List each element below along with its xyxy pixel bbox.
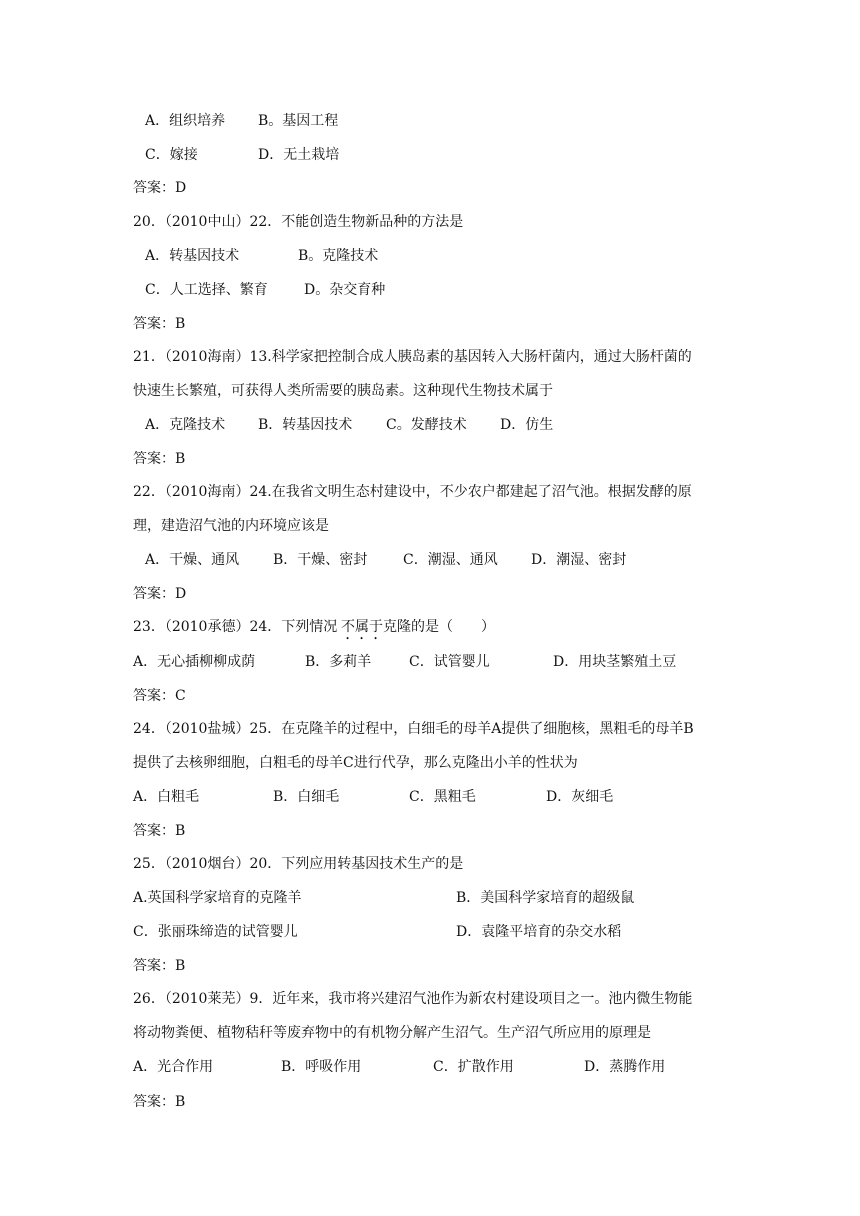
q25-options-row1-text-1: B．美国科学家培育的超级鼠 bbox=[456, 890, 635, 906]
q20-answer-text-0: 答案：B bbox=[133, 316, 186, 332]
q22-options-text-3: D．潮湿、密封 bbox=[531, 552, 627, 568]
q21-stem-line1-text-0: 21．（2010海南）13.科学家把控制合成人胰岛素的基因转入大肠杆菌内，通过大肠杆菌的 bbox=[133, 349, 692, 365]
q26-stem-line1-text-0: 26．（2010莱芜）9．近年来，我市将兴建沼气池作为新农村建设项目之一。池内微生物能 bbox=[133, 991, 693, 1007]
q20-options-row2-text-1: D。杂交育种 bbox=[304, 282, 386, 298]
q26-options-text-0: A．光合作用 bbox=[133, 1059, 214, 1075]
q24-options-text-3: D．灰细毛 bbox=[546, 789, 614, 805]
q21-options-text-1: B．转基因技术 bbox=[258, 417, 353, 433]
q21-stem-line2-text-0: 快速生长繁殖，可获得人类所需要的胰岛素。这种现代生物技术属于 bbox=[133, 383, 553, 399]
q19-answer-text-0: 答案：D bbox=[133, 180, 187, 196]
q23-options-text-0: A．无心插柳柳成荫 bbox=[133, 654, 256, 670]
q19-options-row2-text-1: D．无土栽培 bbox=[258, 147, 340, 163]
q24-options-text-2: C．黑粗毛 bbox=[409, 789, 476, 805]
q24-answer-text-0: 答案：B bbox=[133, 823, 186, 839]
q25-options-row2-text-1: D．袁隆平培育的杂交水稻 bbox=[456, 924, 622, 940]
q24-options-text-1: B．白细毛 bbox=[273, 789, 340, 805]
q24-stem-line1-text-0: 24．（2010盐城）25．在克隆羊的过程中，白细毛的母羊A提供了细胞核，黑粗毛的母羊B bbox=[133, 721, 694, 737]
q22-options-text-2: C．潮湿、通风 bbox=[403, 552, 498, 568]
q25-options-row1-text-0: A.英国科学家培育的克隆羊 bbox=[133, 890, 302, 906]
q24-stem-line2-text-0: 提供了去核卵细胞，白粗毛的母羊C进行代孕，那么克隆出小羊的性状为 bbox=[133, 755, 578, 771]
q25-options-row2-text-0: C．张丽珠缔造的试管婴儿 bbox=[133, 924, 298, 940]
q25-stem-text-0: 25．（2010烟台）20．下列应用转基因技术生产的是 bbox=[133, 856, 464, 872]
q22-stem-line2-text-0: 理，建造沼气池的内环境应该是 bbox=[133, 518, 329, 534]
q26-options-text-3: D．蒸腾作用 bbox=[584, 1059, 666, 1075]
q26-stem-line2-text-0: 将动物粪便、植物秸秆等废弃物中的有机物分解产生沼气。生产沼气所应用的原理是 bbox=[133, 1025, 651, 1041]
q22-options-text-1: B．干燥、密封 bbox=[273, 552, 368, 568]
q21-options-text-0: A．克隆技术 bbox=[145, 417, 226, 433]
q24-options-text-0: A．白粗毛 bbox=[133, 789, 200, 805]
q21-options-text-3: D．仿生 bbox=[500, 417, 554, 433]
q23-options-text-3: D．用块茎繁殖土豆 bbox=[553, 654, 677, 670]
q25-answer-text-0: 答案：B bbox=[133, 958, 186, 974]
q21-answer-text-0: 答案：B bbox=[133, 451, 186, 467]
q21-options-text-2: C。发酵技术 bbox=[386, 417, 467, 433]
q26-options-text-1: B．呼吸作用 bbox=[281, 1059, 362, 1075]
q23-answer-text-0: 答案：C bbox=[133, 688, 186, 704]
q20-options-row1-text-1: B。克隆技术 bbox=[298, 248, 379, 264]
q23-stem-text-2: 克隆的是（ ） bbox=[383, 619, 495, 635]
q23-stem-text-0: 23．（2010承德）24．下列情况 bbox=[133, 619, 338, 635]
q22-answer-text-0: 答案：D bbox=[133, 586, 187, 602]
q23-stem-text-1: 不属于 bbox=[341, 619, 383, 635]
q19-options-row1-text-1: B。基因工程 bbox=[258, 113, 339, 129]
q26-options-text-2: C．扩散作用 bbox=[433, 1059, 514, 1075]
q20-stem-text-0: 20．（2010中山）22．不能创造生物新品种的方法是 bbox=[133, 214, 464, 230]
q19-options-row1-text-0: A．组织培养 bbox=[145, 113, 226, 129]
q20-options-row2-text-0: C．人工选择、繁育 bbox=[145, 282, 268, 298]
q19-options-row2-text-0: C．嫁接 bbox=[145, 147, 198, 163]
q23-options-text-1: B．多莉羊 bbox=[305, 654, 372, 670]
q22-options-text-0: A．干燥、通风 bbox=[145, 552, 240, 568]
q20-options-row1-text-0: A．转基因技术 bbox=[145, 248, 240, 264]
q23-options-text-2: C．试管婴儿 bbox=[409, 654, 490, 670]
q26-answer-text-0: 答案：B bbox=[133, 1094, 186, 1110]
q22-stem-line1-text-0: 22．（2010海南）24.在我省文明生态村建设中，不少农户都建起了沼气池。根据发酵的原 bbox=[133, 484, 692, 500]
